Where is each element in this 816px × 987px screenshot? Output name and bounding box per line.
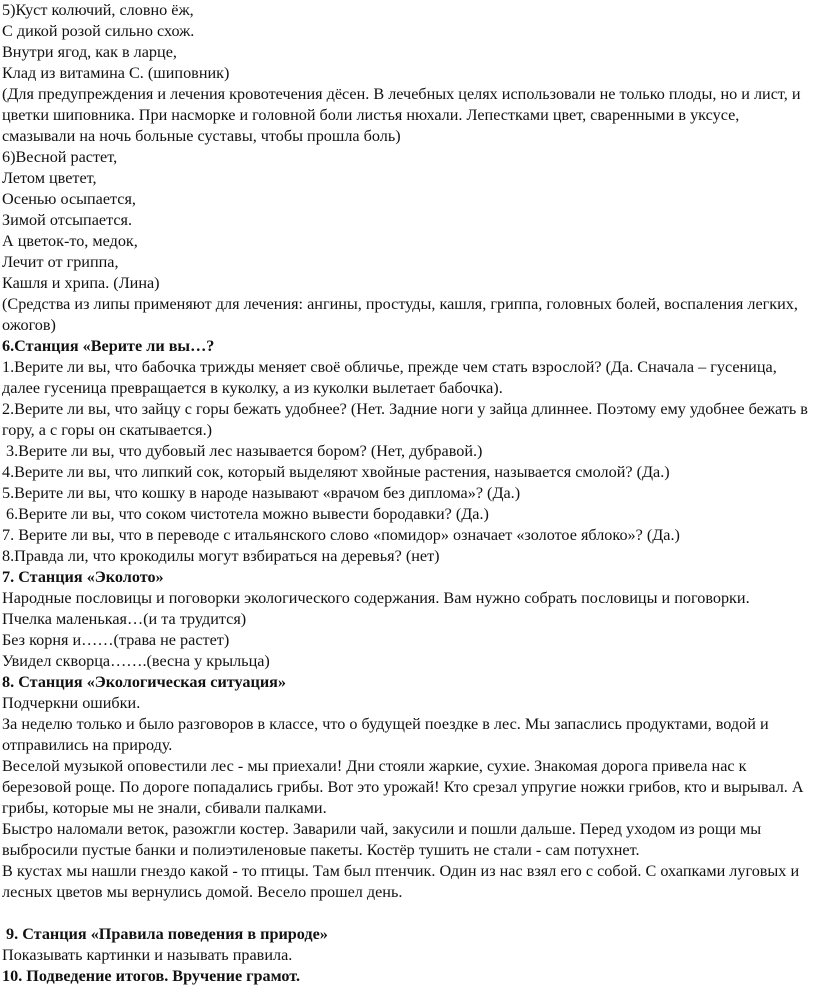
riddle-6-line-5: А цветок-то, медок,: [2, 232, 138, 250]
linden-note: (Средства из липы применяют для лечения: ангины, простуды, кашля, гриппа, головных болей, воспаления легких, ожогов): [2, 295, 798, 334]
riddle-6-line-1: 6)Весной растет,: [2, 148, 118, 166]
riddle-5-line-4: Клад из витамина С. (шиповник): [2, 64, 230, 82]
riddle-5-line-2: С дикой розой сильно схож.: [2, 22, 195, 40]
riddle-6-line-6: Лечит от гриппа,: [2, 253, 119, 271]
question-5: 5.Верите ли вы, что кошку в народе называют «врачом без диплома»? (Да.): [2, 484, 521, 502]
station-9-heading: 9. Станция «Правила поведения в природе»: [6, 925, 328, 943]
question-7: 7. Верите ли вы, что в переводе с итальянского слово «помидор» означает «золотое яблоко»? (Да.): [2, 526, 680, 544]
station-10-heading: 10. Подведение итогов. Вручение грамот.: [2, 967, 301, 985]
riddle-5-line-1: 5)Куст колючий, словно ёж,: [2, 1, 194, 19]
question-6: 6.Верите ли вы, что соком чистотела можно вывести бородавки? (Да.): [6, 505, 489, 523]
question-4: 4.Верите ли вы, что липкий сок, который выделяют хвойные растения, называется смолой? (Да.): [2, 463, 670, 481]
question-3: 3.Верите ли вы, что дубовый лес называется бором? (Нет, дубравой.): [6, 442, 483, 460]
proverb-2: Без корня и……(трава не растет): [2, 631, 230, 649]
rosehip-note: (Для предупреждения и лечения кровотечения дёсен. В лечебных целях использовали не только плоды, но и лист, и цветки шиповника. При насморке и головной боли листья нюхали. Лепестками цвет, сваренными в уксусе, смазывали на ночь больные суставы, чтобы прошла боль): [2, 85, 801, 145]
story-paragraph-1: За неделю только и было разговоров в классе, что о будущей поездке в лес. Мы запаслись продуктами, водой и отправились на природу.: [2, 715, 769, 754]
question-1: 1.Верите ли вы, что бабочка трижды меняет своё обличье, прежде чем стать взрослой? (Да. Сначала – гусеница, далее гусеница превращается в куколку, а из куколки вылетает бабочка).: [2, 358, 777, 397]
proverb-3: Увидел скворца…….(весна у крыльца): [2, 652, 270, 670]
story-paragraph-4: В кустах мы нашли гнездо какой - то птицы. Там был птенчик. Один из нас взял его с собой. С охапками луговых и лесных цветов мы вернулись домой. Весело прошел день.: [2, 862, 800, 901]
riddle-6-line-2: Летом цветет,: [2, 169, 97, 187]
riddle-6-line-7: Кашля и хрипа. (Лина): [2, 274, 160, 292]
riddle-6-line-4: Зимой отсыпается.: [2, 211, 133, 229]
station-8-heading: 8. Станция «Экологическая ситуация»: [2, 673, 287, 691]
station-9-task: Показывать картинки и называть правила.: [2, 946, 293, 964]
riddle-6-line-3: Осенью осыпается,: [2, 190, 136, 208]
station-7-intro: Народные пословицы и поговорки экологического содержания. Вам нужно собрать пословицы и поговорки.: [2, 589, 750, 607]
station-7-heading: 7. Станция «Эколото»: [2, 568, 164, 586]
station-6-heading: 6.Станция «Верите ли вы…?: [2, 337, 215, 355]
question-2: 2.Верите ли вы, что зайцу с горы бежать удобнее? (Нет. Задние ноги у зайца длиннее. Поэтому ему удобнее бежать в гору, а с горы он скатывается.): [2, 400, 808, 439]
proverb-1: Пчелка маленькая…(и та трудится): [2, 610, 247, 628]
blank-line: [2, 903, 810, 924]
story-paragraph-3: Быстро наломали веток, разожгли костер. Заварили чай, закусили и пошли дальше. Перед уходом из рощи мы выбросили пустые банки и полиэтиленовые пакеты. Костёр тушить не стали - сам потухнет.: [2, 820, 762, 859]
station-8-task: Подчеркни ошибки.: [2, 694, 141, 712]
story-paragraph-2: Веселой музыкой оповестили лес - мы приехали! Дни стояли жаркие, сухие. Знакомая дорога привела нас к березовой роще. По дороге попадались грибы. Вот это урожай! Кто срезал упругие ножки грибов, кто и вырывал. А грибы, которые мы не знали, сбивали палками.: [2, 757, 804, 817]
riddle-5-line-3: Внутри ягод, как в ларце,: [2, 43, 177, 61]
question-8: 8.Правда ли, что крокодилы могут взбираться на деревья? (нет): [2, 547, 440, 565]
